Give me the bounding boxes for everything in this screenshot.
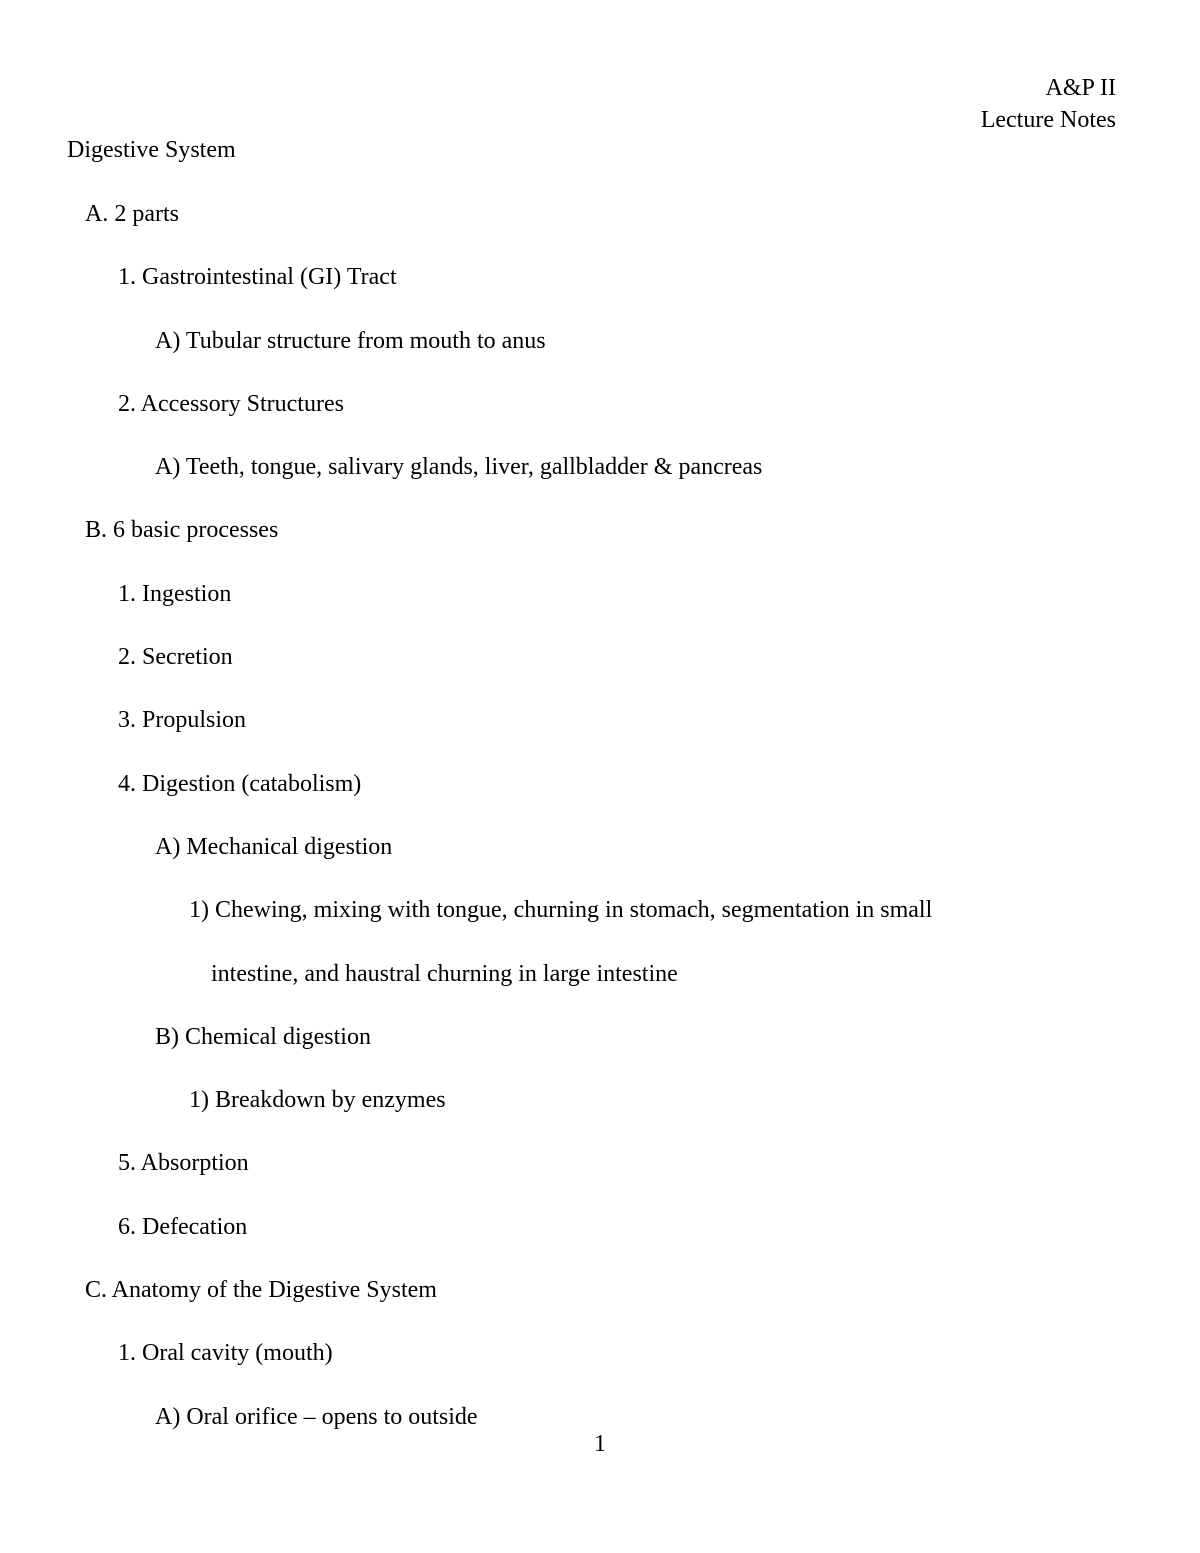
outline-item: C. Anatomy of the Digestive System xyxy=(85,1277,437,1304)
outline-item: 5. Absorption xyxy=(118,1150,249,1177)
outline-item: A) Teeth, tongue, salivary glands, liver, gallbladder & pancreas xyxy=(155,454,763,481)
outline-item: A. 2 parts xyxy=(85,201,179,227)
outline-item: 4. Digestion (catabolism) xyxy=(118,770,362,797)
outline-item: A) Tubular structure from mouth to anus xyxy=(155,327,546,354)
page-number: 1 xyxy=(594,1431,606,1457)
outline-item: 6. Defecation xyxy=(118,1213,248,1240)
outline-item: 1) Breakdown by enzymes xyxy=(189,1087,446,1114)
course-name: A&P II xyxy=(1045,75,1116,101)
outline-item: intestine, and haustral churning in large intestine xyxy=(211,960,678,987)
page-header xyxy=(981,72,1116,136)
outline-item: 1. Gastrointestinal (GI) Tract xyxy=(118,264,397,291)
outline-item: 1) Chewing, mixing with tongue, churning in stomach, segmentation in small xyxy=(189,897,933,924)
outline-item: 3. Propulsion xyxy=(118,707,247,734)
outline-item: B) Chemical digestion xyxy=(155,1023,371,1050)
outline-item: 1. Ingestion xyxy=(118,580,232,607)
outline-item: 1. Oral cavity (mouth) xyxy=(118,1340,333,1367)
outline-item: 2. Secretion xyxy=(118,644,233,671)
lecture-outline xyxy=(0,198,932,1464)
outline-item: 2. Accessory Structures xyxy=(118,390,344,417)
outline-item: B. 6 basic processes xyxy=(85,517,279,544)
outline-item: A) Oral orifice – opens to outside xyxy=(155,1403,478,1430)
document-type: Lecture Notes xyxy=(980,107,1116,133)
document-title: Digestive System xyxy=(67,137,236,163)
outline-item: A) Mechanical digestion xyxy=(155,833,393,860)
